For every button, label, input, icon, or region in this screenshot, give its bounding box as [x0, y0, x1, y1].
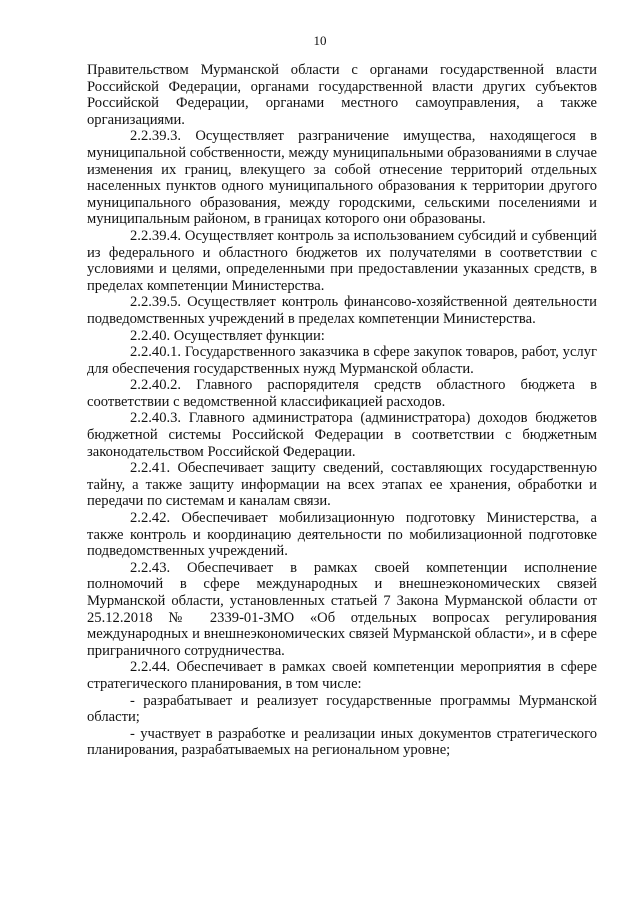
paragraph-10: 2.2.43. Обеспечивает в рамках своей компетенции исполнение полномочий в сфере международных и внешнеэкономических связей Мурманской области, установленных статьей 7 Закона Мурманской области от 25.12.2018 № 2339-01-ЗМО «Об отдельных вопросах регулирования международных и внешнеэкономических связей Мурманской области», и в сфере приграничного сотрудничества.: [87, 559, 597, 659]
paragraph-0: Правительством Мурманской области с органами государственной власти Российской Федерации, органами государственной власти других субъектов Российской Федерации, органами местного самоуправления, а также организациями.: [87, 62, 597, 128]
paragraph-4: 2.2.40. Осуществляет функции:: [130, 327, 325, 344]
paragraph-9: 2.2.42. Обеспечивает мобилизационную подготовку Министерства, а также контроль и координацию деятельности по мобилизационной подготовке подведомственных учреждений.: [87, 510, 597, 560]
paragraph-7: 2.2.40.3. Главного администратора (администратора) доходов бюджетов бюджетной системы Российской Федерации в соответствии с бюджетным законодательством Российской Федерации.: [87, 410, 597, 460]
paragraph-8: 2.2.41. Обеспечивает защиту сведений, составляющих государственную тайну, а также защиту информации на всех этапах ее хранения, обработки и передачи по системам и каналам связи.: [87, 460, 597, 510]
document-body: [87, 62, 597, 759]
paragraph-13: - участвует в разработке и реализации иных документов стратегического планирования, разрабатываемых на региональном уровне;: [87, 725, 597, 759]
page-number: 10: [313, 33, 327, 48]
paragraph-2: 2.2.39.4. Осуществляет контроль за использованием субсидий и субвенций из федерального и областного бюджетов их получателями в соответствии с условиями и целями, определенными при предоставлении указанных средств, в пределах компетенции Министерства.: [87, 227, 597, 294]
paragraph-1: 2.2.39.3. Осуществляет разграничение имущества, находящегося в муниципальной собственности, между муниципальными образованиями в случае изменения их границ, влекущего за собой отнесение территорий отдельных населенных пунктов одного муниципального образования к территории другого муниципального образования, между городскими, сельскими поселениями и муниципальным районом, в границах которого они образованы.: [87, 128, 597, 228]
paragraph-11: 2.2.44. Обеспечивает в рамках своей компетенции мероприятия в сфере стратегического планирования, в том числе:: [87, 659, 597, 692]
paragraph-5: 2.2.40.1. Государственного заказчика в сфере закупок товаров, работ, услуг для обеспечения государственных нужд Мурманской области.: [87, 344, 597, 377]
paragraph-12: - разрабатывает и реализует государственные программы Мурманской области;: [87, 692, 597, 726]
paragraph-3: 2.2.39.5. Осуществляет контроль финансово-хозяйственной деятельности подведомственных учреждений в пределах компетенции Министерства.: [87, 294, 597, 327]
paragraph-6: 2.2.40.2. Главного распорядителя средств областного бюджета в соответствии с ведомственной классификацией расходов.: [87, 377, 597, 410]
